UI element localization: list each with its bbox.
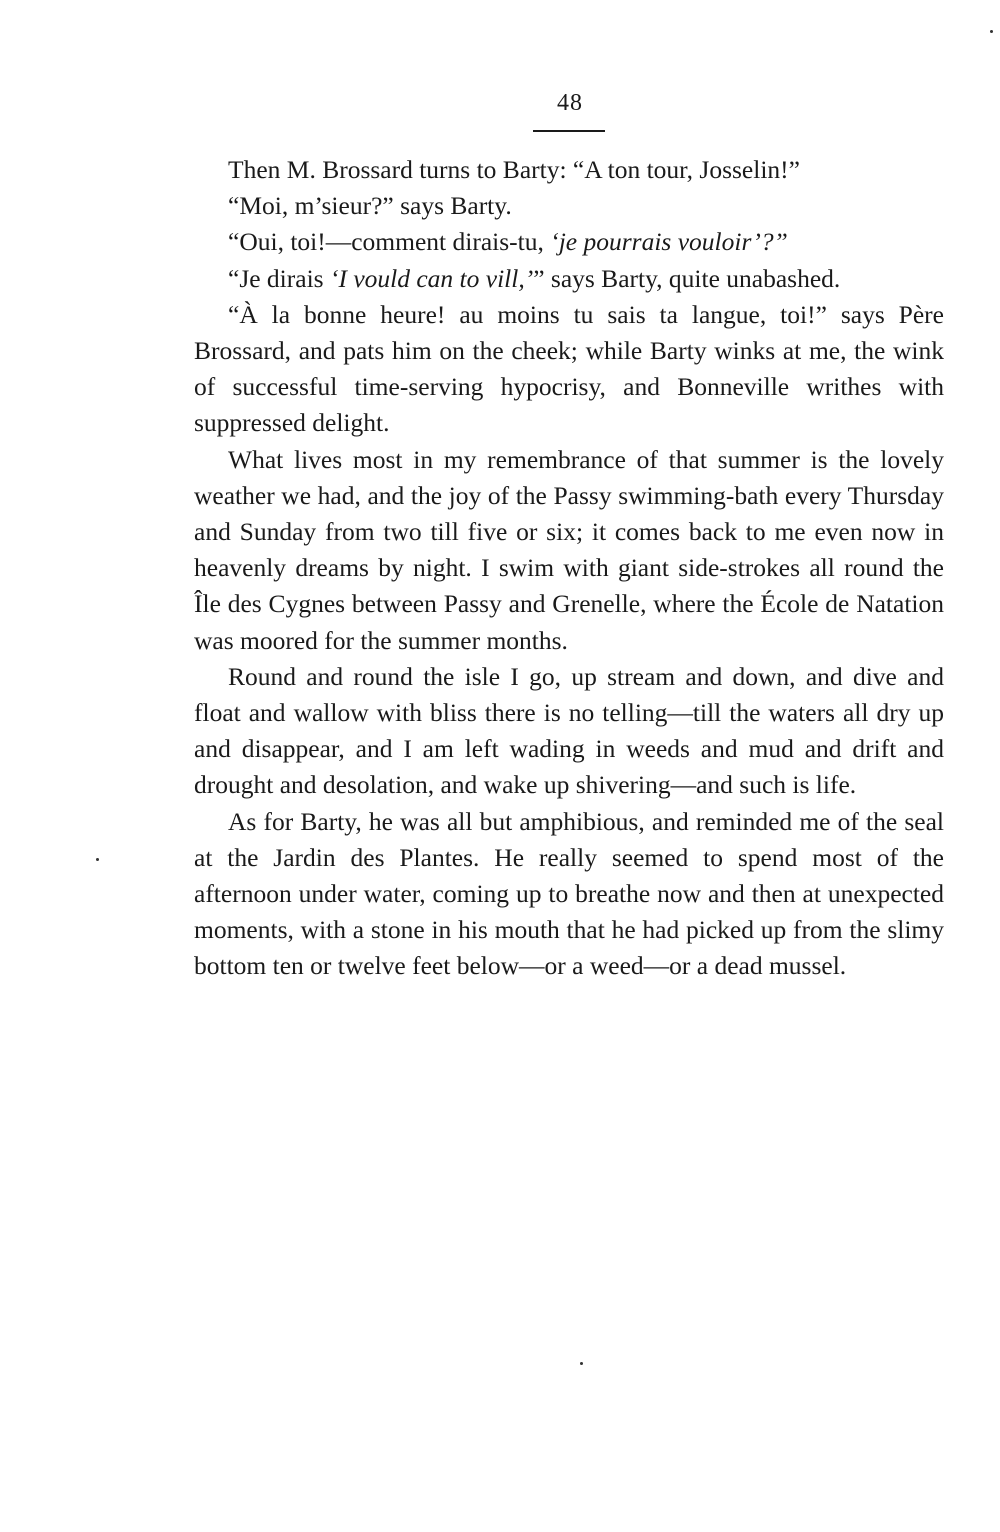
paragraph — [194, 224, 944, 260]
text-run: “Moi, m’sieur?” says Barty. — [228, 191, 512, 221]
text-run: Then M. Brossard turns to Barty: “A ton tour, Josselin!” — [228, 155, 800, 184]
print-speck — [990, 30, 993, 33]
italic-text: ‘I vould can to vill,’ — [329, 263, 534, 293]
paragraph — [194, 297, 944, 442]
paragraph — [194, 152, 944, 188]
paragraph — [194, 442, 944, 659]
paragraph — [194, 659, 944, 804]
paragraph — [194, 261, 944, 297]
text-run: Round and round the isle I go, up stream and down, and dive and float and wallow with bliss there is no telling—till the waters all dry up and disappear, and I am left wading in weeds and mud and drift and drought and desolation, and wake up shivering—and such is life. — [194, 661, 944, 800]
text-run: ” says Barty, quite unabashed. — [533, 263, 841, 293]
text-run: “À la bonne heure! au moins tu sais ta langue, toi!” says Père Brossard, and pats him on the cheek; while Barty winks at me, the wink of successful time-serving hypocrisy, and Bonneville writhes with suppressed delight. — [194, 299, 944, 438]
page-number: 48 — [557, 90, 583, 116]
paragraph — [194, 188, 944, 224]
text-run: What lives most in my remembrance of that summer is the lovely weather we had, and the joy of the Passy swimming-bath every Thursday and Sunday from two till five or six; it comes back to me even now in heavenly dreams by night. I swim with giant side-strokes all round the Île des Cygnes between Passy and Grenelle, where the École de Natation was moored for the summer months. — [194, 444, 944, 655]
body-text — [194, 152, 944, 985]
italic-text: ‘je pourrais vouloir’?” — [550, 227, 788, 257]
print-speck — [580, 1362, 583, 1365]
text-run: As for Barty, he was all but amphibious, and reminded me of the seal at the Jardin des Plantes. He really seemed to spend most of the afternoon under water, coming up to breathe now and then at unexpected moments, with a stone in his mouth that he had picked up from the slimy bottom ten or twelve feet below—or a weed—or a dead mussel. — [194, 806, 944, 981]
text-run: “Je dirais — [228, 263, 330, 293]
header-rule — [533, 130, 605, 132]
print-speck — [96, 858, 99, 861]
text-run: “Oui, toi!—comment dirais-tu, — [228, 227, 551, 257]
paragraph — [194, 804, 944, 985]
